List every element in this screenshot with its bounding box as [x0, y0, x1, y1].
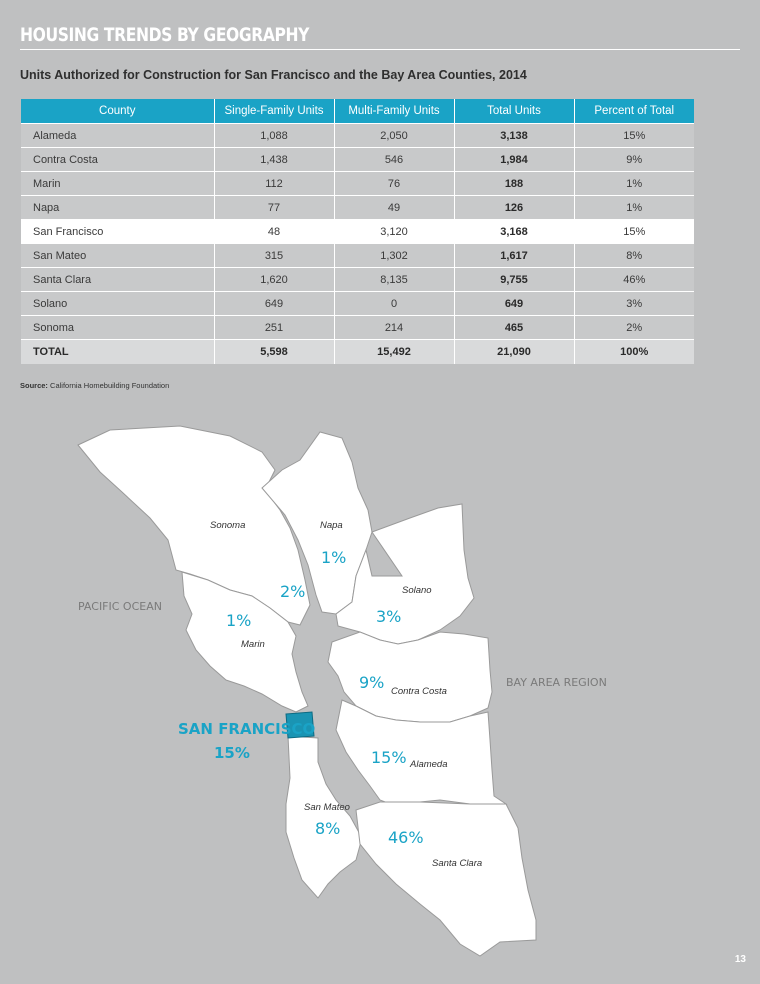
county-percent-marin: 1%	[226, 611, 252, 630]
cell-single-family: 315	[214, 244, 334, 268]
bay-area-map	[0, 400, 760, 970]
table-row	[21, 268, 694, 292]
cell-percent: 15%	[574, 220, 694, 244]
cell-total: 3,138	[454, 124, 574, 148]
county-label-contra-costa: Contra Costa	[391, 686, 447, 697]
cell-percent: 100%	[574, 340, 694, 365]
cell-county: Solano	[21, 292, 214, 316]
cell-county: Sonoma	[21, 316, 214, 340]
units-table	[21, 99, 694, 364]
cell-total: 3,168	[454, 220, 574, 244]
county-shape-santa-clara	[356, 802, 536, 956]
county-label-sonoma: Sonoma	[210, 520, 246, 531]
cell-multi-family: 76	[334, 172, 454, 196]
column-header-single-family: Single-Family Units	[214, 99, 334, 124]
cell-multi-family: 3,120	[334, 220, 454, 244]
county-percent-santa-clara: 46%	[388, 828, 424, 847]
cell-multi-family: 546	[334, 148, 454, 172]
cell-multi-family: 0	[334, 292, 454, 316]
cell-total: 1,617	[454, 244, 574, 268]
table-subtitle: Units Authorized for Construction for San Francisco and the Bay Area Counties, 2014	[20, 68, 527, 82]
table-row	[21, 172, 694, 196]
table-header-row	[21, 99, 694, 124]
cell-total: 9,755	[454, 268, 574, 292]
cell-percent: 1%	[574, 196, 694, 220]
county-label-alameda: Alameda	[410, 759, 448, 770]
cell-percent: 8%	[574, 244, 694, 268]
source-note	[20, 381, 169, 390]
county-label-marin: Marin	[241, 639, 265, 650]
cell-single-family: 5,598	[214, 340, 334, 365]
cell-county: Napa	[21, 196, 214, 220]
source-text: California Homebuilding Foundation	[47, 381, 170, 390]
county-percent-solano: 3%	[376, 607, 402, 626]
cell-percent: 1%	[574, 172, 694, 196]
cell-county: San Mateo	[21, 244, 214, 268]
cell-multi-family: 49	[334, 196, 454, 220]
san-francisco-callout-name: SAN FRANCISCO	[178, 720, 316, 738]
cell-single-family: 77	[214, 196, 334, 220]
cell-county: Marin	[21, 172, 214, 196]
cell-percent: 9%	[574, 148, 694, 172]
cell-single-family: 251	[214, 316, 334, 340]
page-number: 13	[734, 954, 746, 965]
san-francisco-callout-percent: 15%	[214, 744, 250, 762]
table-row	[21, 316, 694, 340]
table-total-row	[21, 340, 694, 365]
cell-multi-family: 2,050	[334, 124, 454, 148]
cell-percent: 15%	[574, 124, 694, 148]
ocean-label: PACIFIC OCEAN	[78, 600, 162, 613]
column-header-percent: Percent of Total	[574, 99, 694, 124]
cell-single-family: 48	[214, 220, 334, 244]
county-label-solano: Solano	[402, 585, 432, 596]
county-percent-alameda: 15%	[371, 748, 407, 767]
column-header-total: Total Units	[454, 99, 574, 124]
table-row	[21, 124, 694, 148]
cell-total: 465	[454, 316, 574, 340]
county-label-santa-clara: Santa Clara	[432, 858, 483, 869]
page-title: HOUSING TRENDS BY GEOGRAPHY	[20, 24, 310, 46]
cell-single-family: 1,620	[214, 268, 334, 292]
cell-multi-family: 1,302	[334, 244, 454, 268]
source-label: Source:	[20, 381, 48, 390]
cell-county: Santa Clara	[21, 268, 214, 292]
table-row-highlighted	[21, 220, 694, 244]
cell-county: Contra Costa	[21, 148, 214, 172]
cell-percent: 2%	[574, 316, 694, 340]
title-divider	[20, 49, 740, 50]
cell-total: 188	[454, 172, 574, 196]
county-percent-san-mateo: 8%	[315, 819, 341, 838]
table-row	[21, 196, 694, 220]
table-row	[21, 292, 694, 316]
cell-county: San Francisco	[21, 220, 214, 244]
county-shape-san-mateo	[286, 736, 362, 898]
county-percent-sonoma: 2%	[280, 582, 306, 601]
cell-percent: 3%	[574, 292, 694, 316]
cell-multi-family: 214	[334, 316, 454, 340]
cell-single-family: 1,438	[214, 148, 334, 172]
cell-single-family: 649	[214, 292, 334, 316]
column-header-county: County	[21, 99, 214, 124]
cell-multi-family: 8,135	[334, 268, 454, 292]
cell-total: 1,984	[454, 148, 574, 172]
cell-total: 649	[454, 292, 574, 316]
column-header-multi-family: Multi-Family Units	[334, 99, 454, 124]
cell-single-family: 112	[214, 172, 334, 196]
cell-county: Alameda	[21, 124, 214, 148]
cell-total-label: TOTAL	[21, 340, 214, 365]
cell-total: 21,090	[454, 340, 574, 365]
county-percent-napa: 1%	[321, 548, 347, 567]
table-row	[21, 148, 694, 172]
cell-percent: 46%	[574, 268, 694, 292]
region-label: BAY AREA REGION	[506, 676, 607, 689]
county-label-napa: Napa	[320, 520, 343, 531]
table-row	[21, 244, 694, 268]
cell-single-family: 1,088	[214, 124, 334, 148]
county-percent-contra-costa: 9%	[359, 673, 385, 692]
cell-multi-family: 15,492	[334, 340, 454, 365]
cell-total: 126	[454, 196, 574, 220]
county-label-san-mateo: San Mateo	[304, 802, 350, 813]
